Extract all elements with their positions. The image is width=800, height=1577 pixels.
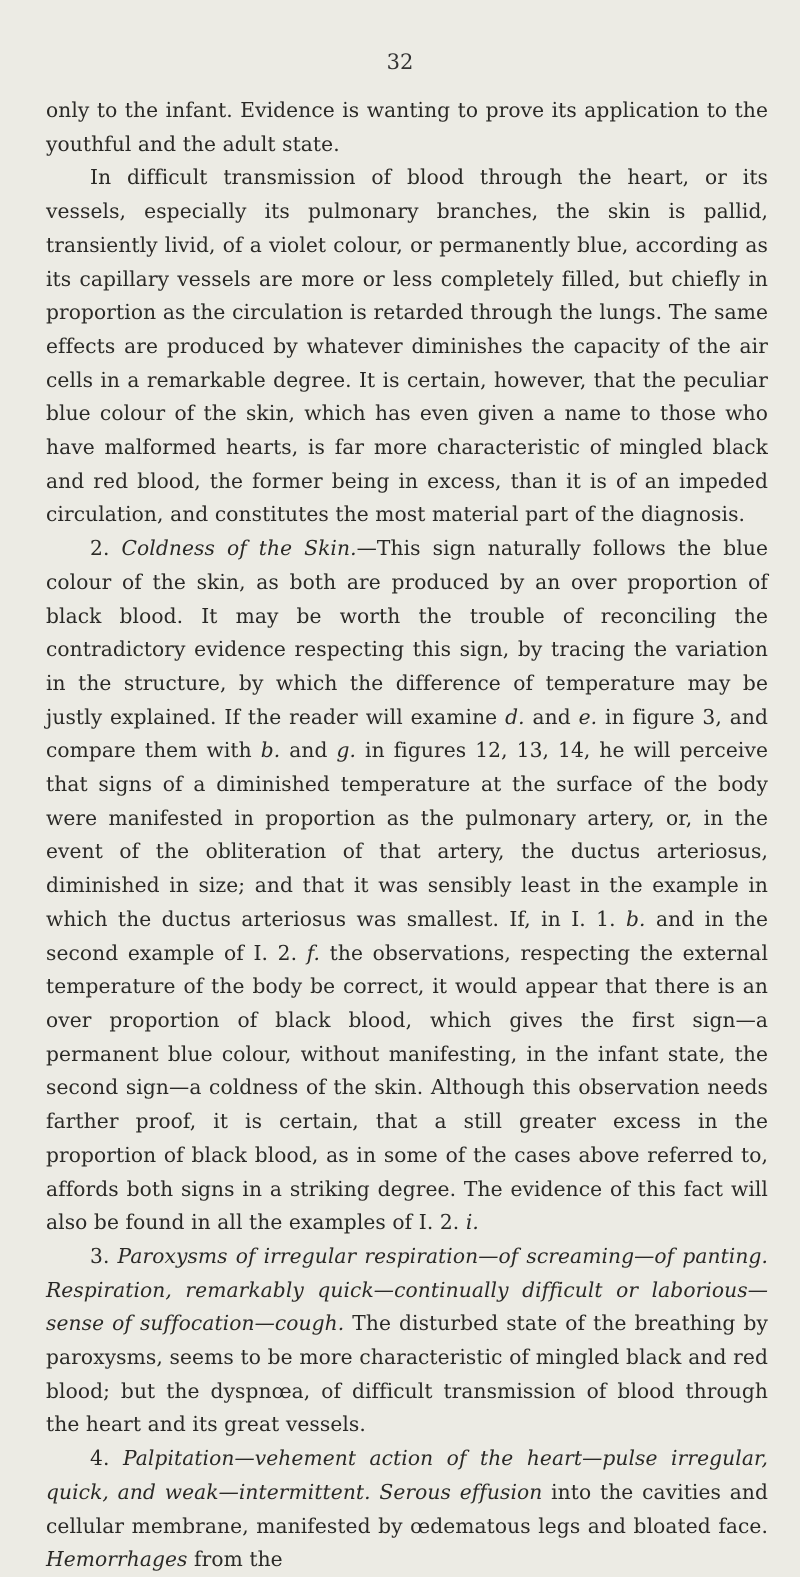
italic-text: b. [260, 738, 281, 763]
text-run: only to the infant. Evidence is wanting to prove its application to the youthful and the adult state. [46, 98, 768, 156]
text-run: In difficult transmission of blood through the heart, or its vessels, especially its pulmonary branches, the skin is pallid, transiently livid, of a violet colour, or permanently blue, according as its capillary vessels are more or less completely filled, but chiefly in proportion as the circulation is retarded through the lungs. The same effects are produced by whatever diminishes the capacity of the air cells in a remarkable degree. It is certain, however, that the peculiar blue colour of the skin, which has even given a name to those who have malformed hearts, is far more characteristic of mingled black and red blood, the former being in excess, than it is of an impeded circulation, and constitutes the most material part of the diagnosis. [46, 165, 768, 527]
italic-text: Hemorrhages [46, 1547, 188, 1572]
paragraph-continuation [46, 94, 768, 161]
paragraph-palpitation [46, 1442, 768, 1577]
italic-text: Palpitation—vehement action of the heart—pulse irregular, quick, and weak—intermittent. Serous effusion [46, 1446, 768, 1504]
text-run: and [280, 738, 337, 763]
text-run: in figures 12, 13, 14, he will perceive that signs of a diminished temperature at the surface of the body were manifested in proportion as the pulmonary artery, or, in the event of the obliteration of that artery, the ductus arteriosus, diminished in size; and that it was sensibly least in the example in which the ductus arteriosus was smallest. If, in I. 1. [46, 738, 768, 931]
text-run: in figure 3, and compare them with [46, 704, 769, 763]
text-run: —This sign naturally follows the blue colour of the skin, as both are produced by an over proportion of black blood. It may be worth the trouble of reconciling the contradictory evidence respecting this sign, by tracing the variation in the structure, by which the difference of temperature may be justly explained. If the reader will examine [46, 536, 769, 729]
italic-text: b. [626, 906, 646, 931]
italic-text: f. [306, 940, 321, 965]
text-run: 3. [90, 1243, 118, 1268]
italic-text: e. [578, 704, 598, 729]
paragraph-paroxysms [46, 1240, 768, 1442]
page-number: 32 [386, 50, 414, 74]
text-run: The disturbed state of the breathing by paroxysms, seems to be more characteristic of mingled black and red blood; but the dyspnœa, of difficult transmission of blood through the heart and its great vessels. [46, 1311, 768, 1437]
italic-text: i. [465, 1210, 479, 1235]
text-run: from the [187, 1547, 283, 1572]
italic-text: Paroxysms of irregular respiration—of screaming—of panting. Respiration, remarkably quick—continually difficult or laborious—sense of suffocation—cough. [46, 1243, 768, 1336]
text-run: 2. [90, 536, 122, 561]
paragraph-coldness [46, 532, 768, 1240]
body-text [46, 94, 768, 1577]
text-run: 4. [90, 1446, 123, 1471]
text-run: and [524, 704, 579, 729]
italic-text: d. [505, 704, 525, 729]
text-run: and in the second example of I. 2. [46, 906, 768, 965]
italic-text: Coldness of the Skin. [121, 536, 357, 561]
italic-text: g. [336, 738, 357, 763]
paragraph-difficult-transmission [46, 161, 768, 532]
text-run: into the cavities and cellular membrane, manifested by œdematous legs and bloated face. [46, 1479, 768, 1538]
text-run: the observations, respecting the external temperature of the body be correct, it would appear that there is an over proportion of black blood, which gives the first sign—a permanent blue colour, without manifesting, in the infant state, the second sign—a coldness of the skin. Although this observation needs farther proof, it is certain, that a still greater excess in the proportion of black blood, as in some of the cases above referred to, affords both signs in a striking degree. The evidence of this fact will also be found in all the examples of I. 2. [46, 940, 768, 1235]
